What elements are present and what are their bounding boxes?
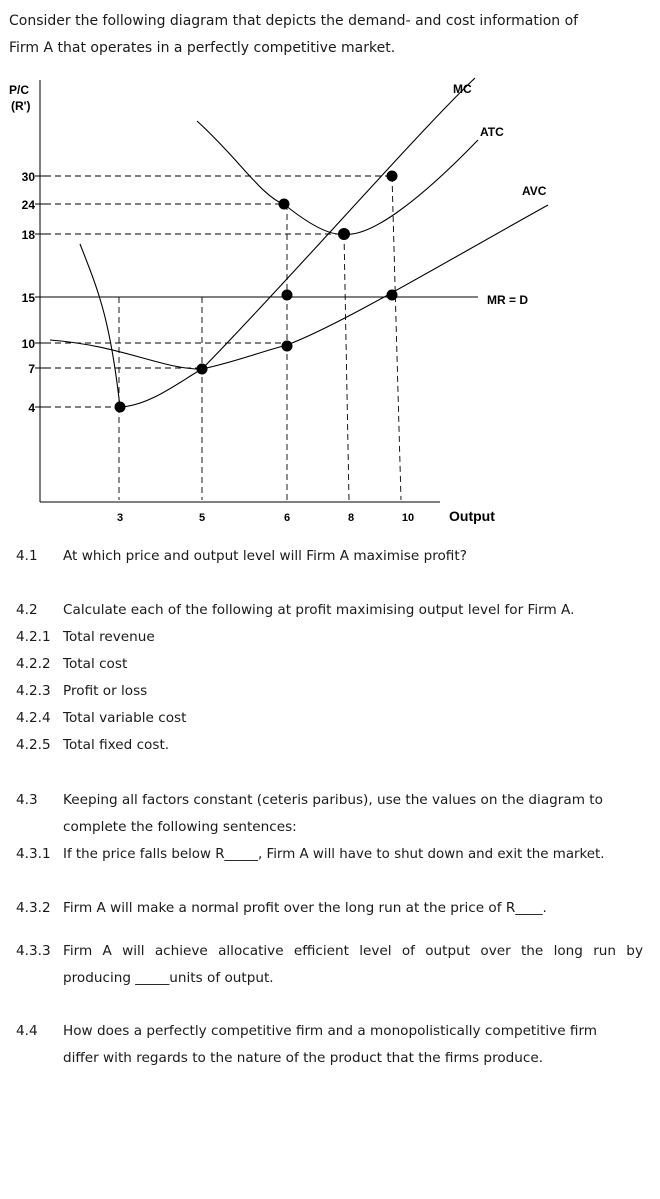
question-text: Total cost <box>63 656 128 672</box>
question-text-line1: How does a perfectly competitive firm and a monopolistically competitive firm <box>63 1023 598 1039</box>
question-text: At which price and output level will Firm A maximise profit? <box>63 548 467 564</box>
question-number: 4.2.2 <box>16 656 51 672</box>
question-text: If the price falls below R_____, Firm A will have to shut down and exit the market. <box>63 847 605 862</box>
guide-v-10 <box>392 176 401 500</box>
y-axis-label-line1: P/C <box>9 83 30 97</box>
question-text-line1: Keeping all factors constant (ceteris paribus), use the values on the diagram to <box>63 792 603 808</box>
y-tick-4: 4 <box>28 401 35 415</box>
question-number: 4.2.3 <box>16 683 51 699</box>
atc-label: ATC <box>480 125 504 139</box>
point-q3-p4 <box>115 402 126 413</box>
question-number: 4.1 <box>16 548 38 564</box>
y-tick-24: 24 <box>21 198 35 212</box>
question-text: Calculate each of the following at profit maximising output level for Firm A. <box>63 602 575 618</box>
y-tick-15: 15 <box>21 291 35 305</box>
avc-curve <box>50 205 548 369</box>
intro-line-2: Firm A that operates in a perfectly competitive market. <box>9 40 396 56</box>
question-text: Total variable cost <box>63 710 187 726</box>
guide-v-8 <box>344 234 349 500</box>
mc-curve <box>80 78 475 407</box>
point-q8-p18 <box>338 228 350 240</box>
x-tick-5: 5 <box>198 512 206 524</box>
mc-label: MC <box>453 82 472 96</box>
point-q5-p7 <box>197 364 208 375</box>
y-tick-30: 30 <box>21 170 35 184</box>
y-tick-10: 10 <box>21 337 35 351</box>
cost-revenue-chart <box>0 70 660 550</box>
x-axis-label: Output <box>449 508 495 524</box>
x-tick-3: 3 <box>116 512 124 524</box>
question-number: 4.2.1 <box>16 629 51 645</box>
y-tick-18: 18 <box>21 228 35 242</box>
guide-lines <box>45 176 401 500</box>
y-axis-label-line2: (R') <box>11 99 31 113</box>
mr-d-label: MR = D <box>487 293 529 307</box>
question-number: 4.4 <box>16 1023 38 1039</box>
question-number: 4.3.2 <box>16 900 51 916</box>
question-number: 4.3.3 <box>16 943 51 959</box>
question-text-line1: Firm A will achieve allocative efficient level of output over the long run by <box>63 943 643 959</box>
question-text: Total revenue <box>63 629 155 645</box>
point-q10-p15 <box>387 290 398 301</box>
avc-label: AVC <box>522 184 547 198</box>
point-q6-p24 <box>279 199 290 210</box>
question-text: Firm A will make a normal profit over the long run at the price of R____. <box>63 900 547 916</box>
question-number: 4.2 <box>16 602 38 618</box>
question-text-line2: complete the following sentences: <box>63 819 297 835</box>
point-q6-p15 <box>282 290 293 301</box>
question-text: Profit or loss <box>63 683 148 699</box>
x-tick-8: 8 <box>347 512 355 524</box>
question-number: 4.2.4 <box>16 710 51 726</box>
question-text-line2: producing _____units of output. <box>63 970 274 986</box>
question-number: 4.2.5 <box>16 737 51 753</box>
intro-text <box>9 8 649 62</box>
question-text-line2: differ with regards to the nature of the product that the firms produce. <box>63 1050 544 1066</box>
question-number: 4.3 <box>16 792 38 808</box>
question-number: 4.3.1 <box>16 846 51 862</box>
y-tick-7: 7 <box>28 362 35 376</box>
x-tick-10: 10 <box>401 512 415 524</box>
question-text: Total fixed cost. <box>63 737 170 753</box>
point-q6-p10 <box>282 341 293 352</box>
point-q10-p30 <box>387 171 398 182</box>
atc-curve <box>197 121 478 234</box>
intro-line-1: Consider the following diagram that depicts the demand- and cost information of <box>9 13 579 29</box>
x-tick-6: 6 <box>283 512 291 524</box>
